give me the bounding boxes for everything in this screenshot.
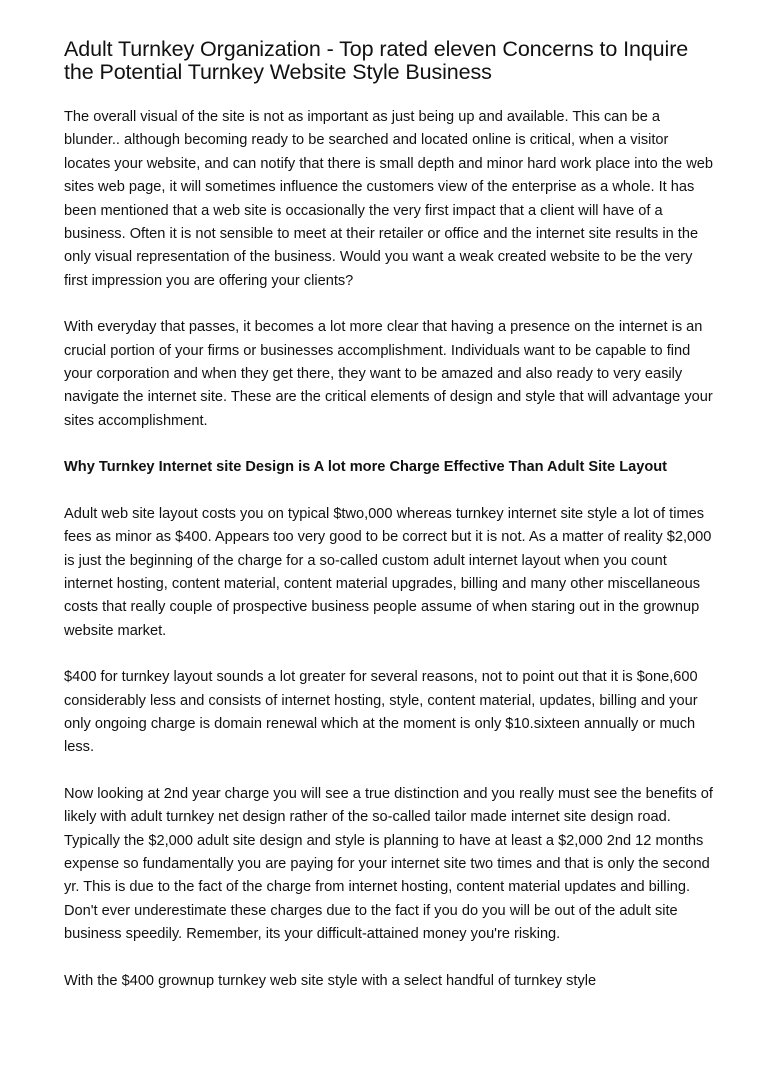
paragraph-closing: With the $400 grownup turnkey web site style with a select handful of turnkey style (64, 972, 597, 989)
section-heading: Why Turnkey Internet site Design is A lot more Charge Effective Than Adult Site Layout (64, 459, 668, 476)
paragraph-costs: Adult web site layout costs you on typical $two,000 whereas turnkey internet site style a lot of times fees as minor as $400. Appears too very good to be correct but it is not. As a matter of reality $2,000 is just the beginning of the charge for a so-called custom adult internet layout when you count internet hosting, content material, content material upgrades, billing and many other miscellaneous costs that really couple of prospective business people assume of when staring out in the grownup website market. (64, 505, 712, 639)
paragraph-second-year: Now looking at 2nd year charge you will see a true distinction and you really must see the benefits of likely with adult turnkey net design rather of the so-called tailor made internet site design road. Typically the $2,000 adult site design and style is planning to have at least a $2,000 2nd 12 months expense so fundamentally you are paying for your internet site two times and that is only the second yr. This is due to the fact of the charge from internet hosting, content material updates and billing. Don't ever underestimate these charges due to the fact if you do you will be out of the adult site business speedily. Remember, its your difficult-attained money you're risking. (64, 785, 713, 943)
page-title: Adult Turnkey Organization - Top rated eleven Concerns to Inquire the Potential Turnkey Website Style Business (64, 37, 689, 84)
document-page (64, 38, 714, 1016)
paragraph-turnkey-price: $400 for turnkey layout sounds a lot greater for several reasons, not to point out that it is $one,600 considerably less and consists of internet hosting, style, content material, updates, billing and your only ongoing charge is domain renewal which at the moment is only $10.sixteen annually or much less. (64, 669, 698, 756)
paragraph-presence: With everyday that passes, it becomes a lot more clear that having a presence on the internet is an crucial portion of your firms or businesses accomplishment. Individuals want to be capable to find your corporation and when they get there, they want to be amazed and also ready to very easily navigate the internet site. These are the critical elements of design and style that will advantage your sites accomplishment. (64, 319, 713, 429)
paragraph-intro: The overall visual of the site is not as important as just being up and available. This can be a blunder.. although becoming ready to be searched and located online is critical, when a visitor locates your website, and can notify that there is small depth and minor hard work place into the web sites web page, it will sometimes influence the customers view of the enterprise as a whole. It has been mentioned that a web site is occasionally the very first impact that a client will have of a business. Often it is not sensible to meet at their retailer or office and the internet site results in the only visual representation of the business. Would you want a weak created website to be the very first impression you are offering your clients? (64, 109, 713, 289)
